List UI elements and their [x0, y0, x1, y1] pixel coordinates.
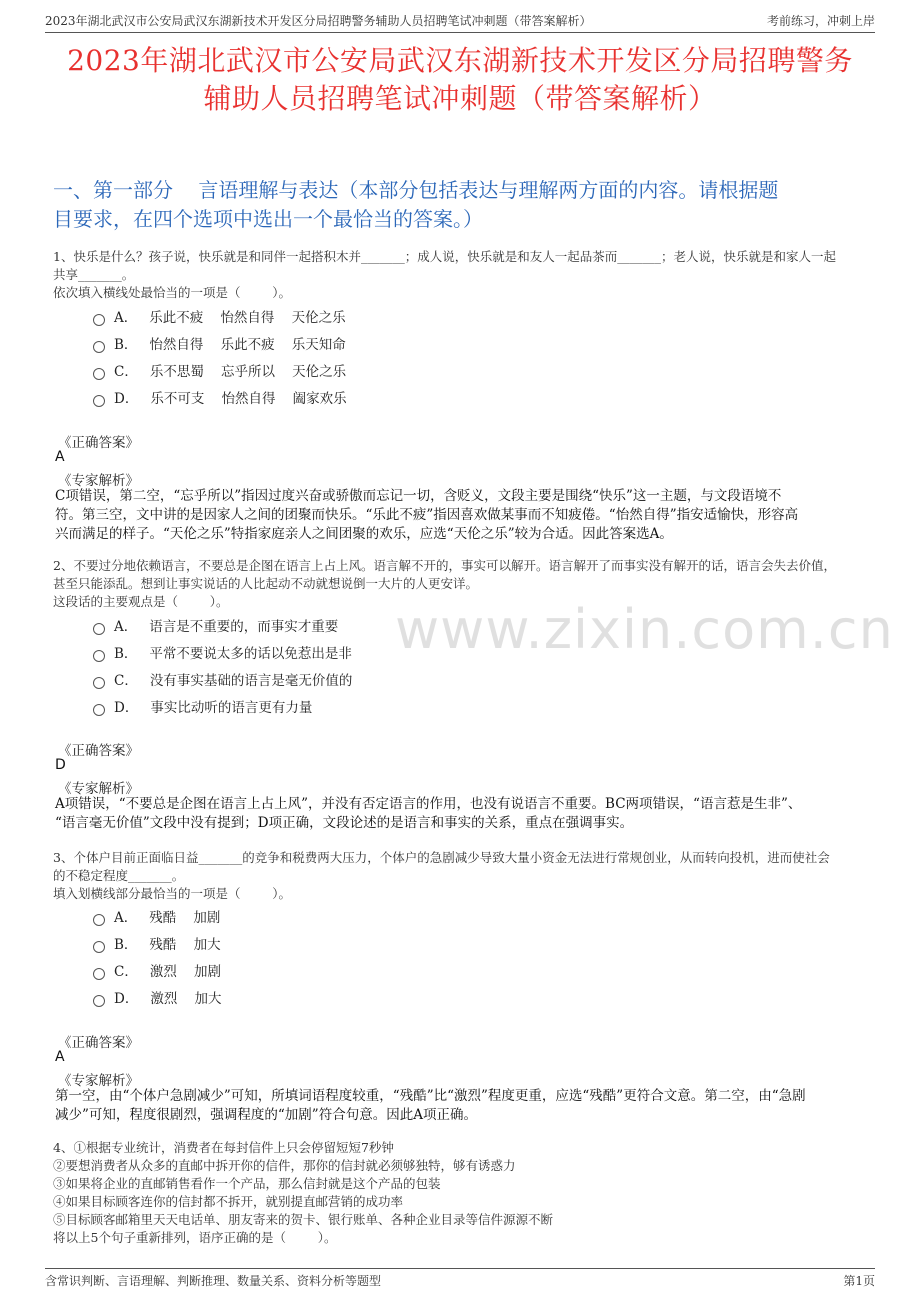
- section-heading-line-2: 目要求，在四个选项中选出一个最恰当的答案。）: [53, 207, 483, 231]
- header-title: 2023年湖北武汉市公安局武汉东湖新技术开发区分局招聘警务辅助人员招聘笔试冲刺题（带答案解析）: [45, 14, 592, 28]
- question-stem-line: 甚至只能添乱。想到让事实说话的人比起动不动就想说倒一大片的人更安详。: [53, 576, 479, 591]
- question-1-option-d[interactable]: D． 乐不可支 怡然自得 阖家欢乐: [93, 389, 347, 409]
- question-stem-line: 3、个体户目前正面临日益_______的竞争和税费两大压力，个体户的急剧减少导致大量小资金无法进行常规创业，从而转向投机，进而使社会: [53, 850, 830, 865]
- watermark: www.zixin.com.cn: [395, 598, 894, 661]
- title-line-1: 2023年湖北武汉市公安局武汉东湖新技术开发区分局招聘警务: [67, 44, 853, 77]
- page-number: 第1页: [843, 1274, 875, 1288]
- radio-icon[interactable]: [93, 623, 105, 635]
- radio-icon[interactable]: [93, 704, 105, 716]
- question-prompt: 这段话的主要观点是（ ）。: [53, 594, 229, 609]
- question-stem-line: 1、快乐是什么？孩子说，快乐就是和同伴一起搭积木并_______；成人说，快乐就是和友人一起品茶而_______；老人说，快乐就是和家人一起: [53, 249, 836, 264]
- question-stem-line: 共享_______。: [53, 267, 135, 282]
- title-line-2: 辅助人员招聘笔试冲刺题（带答案解析）: [203, 82, 717, 115]
- radio-icon[interactable]: [93, 677, 105, 689]
- question-4-stem: [53, 1139, 868, 1247]
- page-footer: [45, 1268, 875, 1289]
- radio-icon[interactable]: [93, 341, 105, 353]
- answer-label: 《正确答案》: [58, 435, 139, 451]
- question-3-answer: A: [55, 1049, 65, 1065]
- question-stem-line: ⑤目标顾客邮箱里天天电话单、朋友寄来的贺卡、银行账单、各种企业目录等信件源源不断: [53, 1212, 554, 1227]
- question-3-option-a[interactable]: A． 残酷 加剧: [93, 908, 220, 928]
- question-stem-line: ②要想消费者从众多的直邮中拆开你的信件，那你的信封就必须够独特，够有诱惑力: [53, 1158, 516, 1173]
- section-heading-line-1: 一、第一部分 言语理解与表达（本部分包括表达与理解两方面的内容。请根据题: [53, 178, 779, 202]
- question-stem-line: 4、①根据专业统计，消费者在每封信件上只会停留短短7秒钟: [53, 1140, 394, 1155]
- question-3-option-c[interactable]: C． 激烈 加剧: [93, 962, 221, 982]
- question-2-option-b[interactable]: B． 平常不要说太多的话以免惹出是非: [93, 644, 352, 664]
- radio-icon[interactable]: [93, 995, 105, 1007]
- page-header: [45, 12, 875, 33]
- section-heading: [53, 176, 865, 234]
- analysis-label: 《专家解析》: [58, 781, 139, 797]
- answer-label: 《正确答案》: [58, 743, 139, 759]
- analysis-label: 《专家解析》: [58, 1073, 139, 1089]
- question-3-option-d[interactable]: D． 激烈 加大: [93, 989, 222, 1009]
- question-1-option-c[interactable]: C． 乐不思蜀 忘乎所以 天伦之乐: [93, 362, 346, 382]
- question-2-stem: [53, 557, 868, 611]
- radio-icon[interactable]: [93, 914, 105, 926]
- question-1-analysis: C项错误，第二空，“忘乎所以”指因过度兴奋或骄傲而忘记一切，含贬义，文段主要是围绕“快乐”这一主题，与文段语境不 符。第三空，文中讲的是因家人之间的团聚而快乐。“乐此不疲”指因喜欢做某事而不知疲倦。“怡然自得”指安适愉快，形容高 兴而满足的样子。“天伦之乐”特指家庭亲人之间团聚的欢乐，应选“天伦之乐”较为合适。因此答案选A。: [55, 488, 799, 542]
- question-3-analysis: 第一空，由“个体户急剧减少”可知，所填词语程度较重，“残酷”比“激烈”程度更重，应选“残酷”更符合文意。第二空，由“急剧 减少”可知，程度很剧烈，强调程度的“加剧”符合句意。因此A项正确。: [55, 1088, 806, 1123]
- document-title: [40, 42, 880, 118]
- radio-icon[interactable]: [93, 314, 105, 326]
- question-3-option-b[interactable]: B． 残酷 加大: [93, 935, 221, 955]
- question-stem-line: 2、不要过分地依赖语言，不要总是企图在语言上占上风。语言解不开的，事实可以解开。语言解开了而事实没有解开的话，语言会失去价值，: [53, 558, 836, 573]
- question-stem-line: ④如果目标顾客连你的信封都不拆开，就别提直邮营销的成功率: [53, 1194, 404, 1209]
- header-slogan: 考前练习，冲刺上岸: [766, 14, 875, 28]
- question-1-option-a[interactable]: A． 乐此不疲 怡然自得 天伦之乐: [93, 308, 346, 328]
- question-prompt: 填入划横线部分最恰当的一项是（ ）。: [53, 886, 292, 901]
- answer-label: 《正确答案》: [58, 1035, 139, 1051]
- question-stem-line: 的不稳定程度_______。: [53, 868, 185, 883]
- question-2-answer: D: [55, 757, 66, 773]
- radio-icon[interactable]: [93, 368, 105, 380]
- radio-icon[interactable]: [93, 968, 105, 980]
- question-2-option-a[interactable]: A． 语言是不重要的，而事实才重要: [93, 617, 338, 637]
- question-3-stem: [53, 849, 868, 903]
- question-1-stem: [53, 248, 868, 302]
- question-2-option-c[interactable]: C． 没有事实基础的语言是毫无价值的: [93, 671, 352, 691]
- analysis-label: 《专家解析》: [58, 473, 139, 489]
- question-stem-line: ③如果将企业的直邮销售看作一个产品，那么信封就是这个产品的包装: [53, 1176, 441, 1191]
- radio-icon[interactable]: [93, 650, 105, 662]
- question-1-option-b[interactable]: B． 怡然自得 乐此不疲 乐天知命: [93, 335, 346, 355]
- footer-note: 含常识判断、言语理解、判断推理、数量关系、资料分析等题型: [45, 1274, 382, 1288]
- question-prompt: 依次填入横线处最恰当的一项是（ ）。: [53, 285, 292, 300]
- radio-icon[interactable]: [93, 395, 105, 407]
- question-prompt: 将以上5个句子重新排列，语序正确的是（ ）。: [53, 1230, 337, 1245]
- question-2-analysis: A项错误，“不要总是企图在语言上占上风”，并没有否定语言的作用，也没有说语言不重要。BC两项错误，“语言惹是生非”、 “语言毫无价值”文段中没有提到；D项正确，文段论述的是语言和事实的关系，重点在强调事实。: [55, 796, 802, 831]
- question-2-option-d[interactable]: D． 事实比动听的语言更有力量: [93, 698, 312, 718]
- radio-icon[interactable]: [93, 941, 105, 953]
- question-1-answer: A: [55, 449, 65, 465]
